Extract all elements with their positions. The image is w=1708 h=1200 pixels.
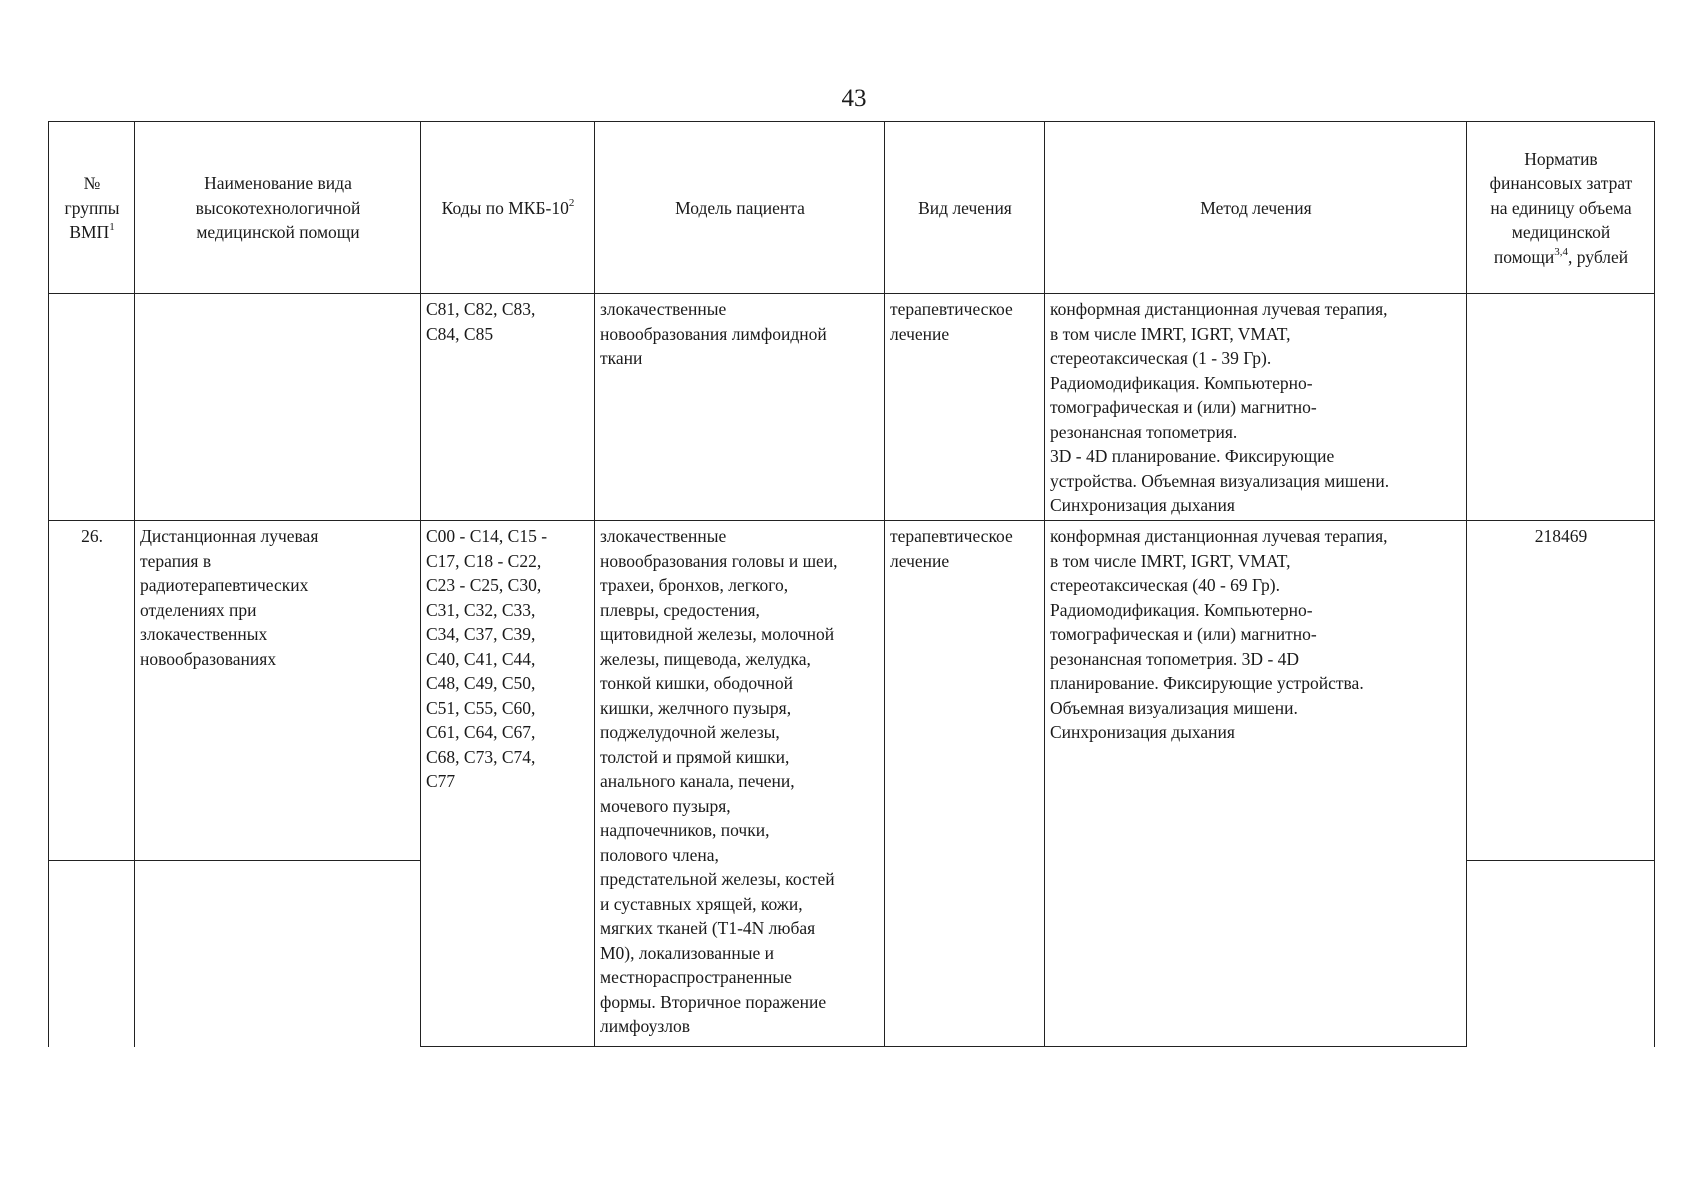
cell-name-continued xyxy=(135,861,421,1047)
table-row xyxy=(49,521,1655,861)
cell-treatment-type: терапевтическое лечение xyxy=(885,294,1045,521)
cell-norm: 218469 xyxy=(1467,521,1655,861)
cell-group-number xyxy=(49,294,135,521)
header-treatment-type: Вид лечения xyxy=(885,122,1045,294)
cell-group-number-continued xyxy=(49,861,135,1047)
cell-patient-model: злокачественные новообразования лимфоидной ткани xyxy=(595,294,885,521)
cell-group-number: 26. xyxy=(49,521,135,861)
cell-patient-model: злокачественные новообразования головы и шеи, трахеи, бронхов, легкого, плевры, средостения, щитовидной железы, молочной железы, пищевода, желудка, тонкой кишки, ободочной кишки, желчного пузыря, поджелудочной железы, толстой и прямой кишки, анального канала, печени, мочевого пузыря, надпочечников, почки, полового члена, предстательной железы, костей и суставных хрящей, кожи, мягких тканей (T1-4N любая M0), локализованные и местнораспространенные формы. Вторичное поражение лимфоузлов xyxy=(595,521,885,1047)
cell-treatment-type: терапевтическое лечение xyxy=(885,521,1045,1047)
cell-codes: C81, C82, C83, C84, C85 xyxy=(421,294,595,521)
header-row xyxy=(49,122,1655,294)
cell-name: Дистанционная лучевая терапия в радиотерапевтических отделениях при злокачественных новообразованиях xyxy=(135,521,421,861)
cell-name xyxy=(135,294,421,521)
header-group-number: № группы ВМП$^1$ xyxy=(49,122,135,294)
header-norm: Норматив финансовых затрат на единицу объема медицинской помощи$^{3,4}$, рублей xyxy=(1467,122,1655,294)
cell-method: конформная дистанционная лучевая терапия, в том числе IMRT, IGRT, VMAT, стереотаксическая (1 - 39 Гр). Радиомодификация. Компьютерно- томографическая и (или) магнитно- резонансная топометрия. 3D - 4D планирование. Фиксирующие устройства. Объемная визуализация мишени. Синхронизация дыхания xyxy=(1045,294,1467,521)
header-model: Модель пациента xyxy=(595,122,885,294)
table-row xyxy=(49,294,1655,521)
page-number: 43 xyxy=(841,85,867,112)
vmp-table xyxy=(48,121,1655,1047)
header-name: Наименование вида высокотехнологичной медицинской помощи xyxy=(135,122,421,294)
header-codes: Коды по МКБ-$10^2$ xyxy=(421,122,595,294)
cell-codes: C00 - C14, C15 - C17, C18 - C22, C23 - C25, C30, C31, C32, C33, C34, C37, C39, C40, C41, C44, C48, C49, C50, C51, C55, C60, C61, C64, C67, C68, C73, C74, C77 xyxy=(421,521,595,1047)
cell-norm-continued xyxy=(1467,861,1655,1047)
cell-norm xyxy=(1467,294,1655,521)
cell-method: конформная дистанционная лучевая терапия, в том числе IMRT, IGRT, VMAT, стереотаксическая (40 - 69 Гр). Радиомодификация. Компьютерно- томографическая и (или) магнитно- резонансная топометрия. 3D - 4D планирование. Фиксирующие устройства. Объемная визуализация мишени. Синхронизация дыхания xyxy=(1045,521,1467,1047)
header-method: Метод лечения xyxy=(1045,122,1467,294)
